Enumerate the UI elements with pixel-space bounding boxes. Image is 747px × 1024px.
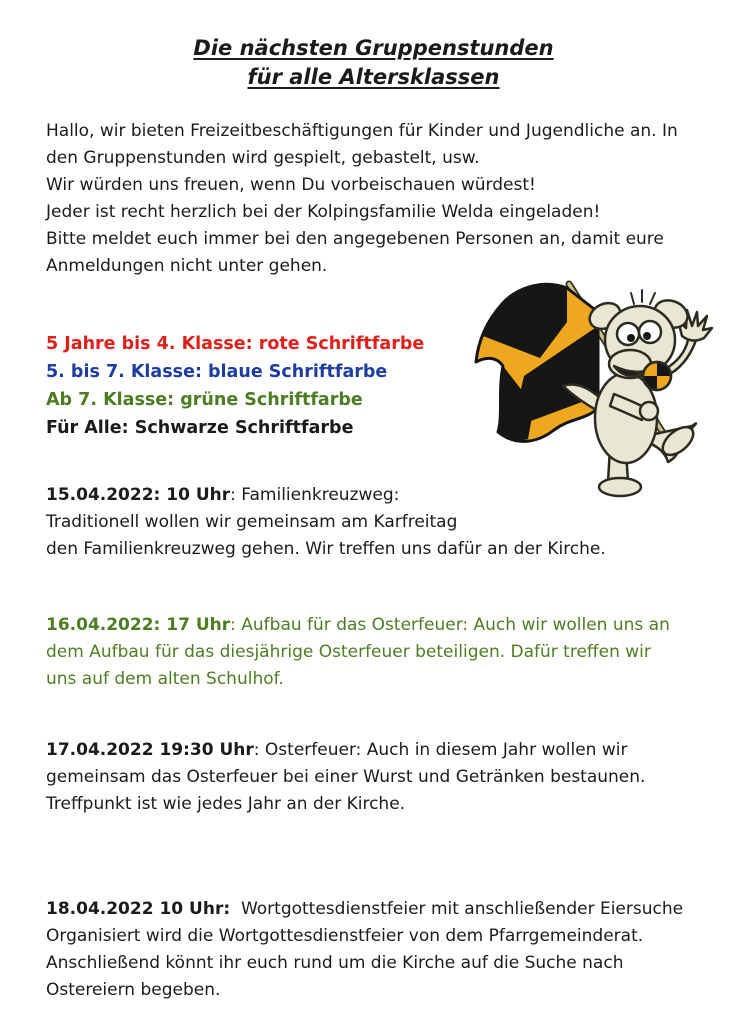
event-heading-rest: Wortgottesdienstfeier mit anschließender Eiersuche [230, 899, 684, 919]
legend-blue-line: 5. bis 7. Klasse: blaue Schriftfarbe [46, 362, 388, 382]
legend-red-line: 5 Jahre bis 4. Klasse: rote Schriftfarbe [46, 334, 425, 354]
event-heading-line [46, 896, 683, 923]
event-text-line: uns auf dem alten Schulhof. [46, 669, 284, 689]
dog-eye-right [639, 321, 661, 343]
flag-icon [476, 284, 598, 441]
event-heading-rest: : Aufbau für das Osterfeuer: Auch wir wollen uns an [230, 615, 670, 635]
intro-line: den Gruppenstunden wird gespielt, gebastelt, usw. [46, 148, 480, 168]
dog-with-flag-image [468, 278, 747, 512]
event-datetime: 18.04.2022 10 Uhr: [46, 899, 231, 919]
dog-eye-left [617, 323, 639, 345]
dog-pupil-left [627, 334, 635, 342]
event-datetime: 17.04.2022 19:30 Uhr [46, 740, 254, 760]
page-title [0, 34, 747, 92]
intro-line: Jeder ist recht herzlich bei der Kolpingsfamilie Welda eingeladen! [46, 202, 601, 222]
title-line-2: für alle Altersklassen [247, 65, 500, 90]
event-entry-17-04 [46, 737, 645, 818]
event-text-line: Organisiert wird die Wortgottesdienstfeier von dem Pfarrgemeinderat. [46, 926, 644, 946]
event-text-line: gemeinsam das Osterfeuer bei einer Wurst und Getränken bestaunen. [46, 767, 646, 787]
intro-paragraph [46, 118, 678, 280]
legend-black-line: Für Alle: Schwarze Schriftfarbe [46, 418, 354, 438]
event-text-line: Treffpunkt ist wie jedes Jahr an der Kirche. [46, 794, 406, 814]
event-text-line: den Familienkreuzweg gehen. Wir treffen uns dafür an der Kirche. [46, 539, 606, 559]
dog-hair-tuft [631, 290, 655, 304]
event-heading-line [46, 612, 670, 639]
event-datetime: 16.04.2022: 17 Uhr [46, 615, 231, 635]
event-entry-15-04 [46, 482, 606, 563]
title-line-1: Die nächsten Gruppenstunden [193, 36, 554, 61]
event-text-line: Traditionell wollen wir gemeinsam am Karfreitag [46, 512, 458, 532]
event-heading-line [46, 737, 645, 764]
dog-paw [640, 402, 658, 420]
event-entry-18-04 [46, 896, 683, 1004]
event-text-line: Ostereiern begeben. [46, 980, 221, 1000]
intro-line: Hallo, wir bieten Freizeitbeschäftigungen für Kinder und Jugendliche an. In [46, 121, 678, 141]
intro-line: Wir würden uns freuen, wenn Du vorbeischauen würdest! [46, 175, 536, 195]
event-heading-line [46, 482, 606, 509]
event-text-line: dem Aufbau für das diesjährige Osterfeuer beteiligen. Dafür treffen wir [46, 642, 651, 662]
intro-line: Anmeldungen nicht unter gehen. [46, 256, 328, 276]
intro-line: Bitte meldet euch immer bei den angegebenen Personen an, damit eure [46, 229, 664, 249]
mascot-illustration [468, 278, 747, 512]
event-text-line: Anschließend könnt ihr euch rund um die Kirche auf die Suche nach [46, 953, 624, 973]
event-entry-16-04 [46, 612, 670, 693]
dog-nose-ball [643, 362, 671, 390]
color-key-legend [46, 330, 424, 442]
event-heading-rest: : Osterfeuer: Auch in diesem Jahr wollen wir [253, 740, 628, 760]
legend-green-line: Ab 7. Klasse: grüne Schriftfarbe [46, 390, 363, 410]
event-heading-rest: : Familienkreuzweg: [230, 485, 400, 505]
event-datetime: 15.04.2022: 10 Uhr [46, 485, 231, 505]
dog-pupil-right [643, 332, 651, 340]
